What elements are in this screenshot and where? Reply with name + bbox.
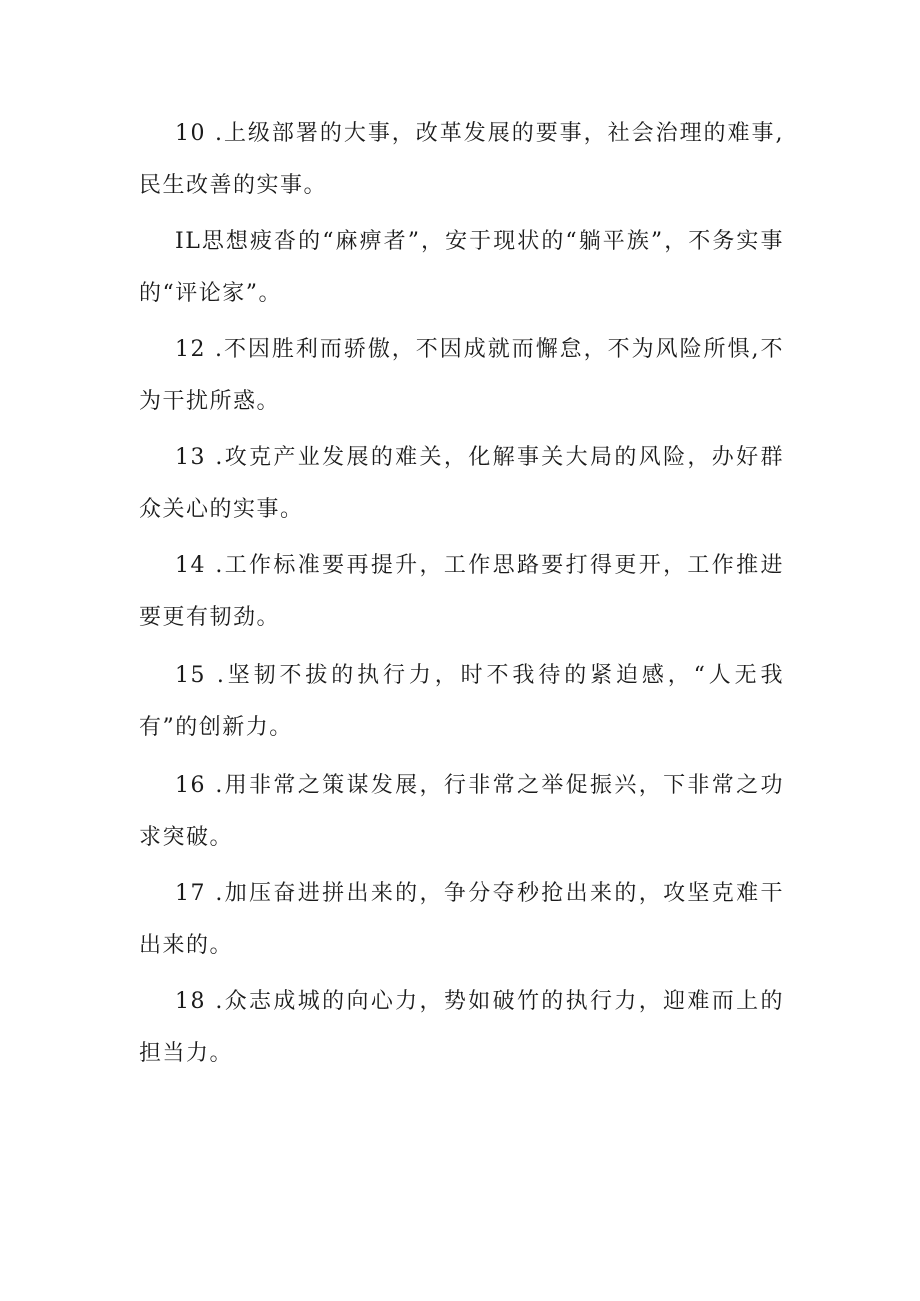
paragraph-15: 15 .坚韧不拔的执行力，时不我待的紧迫感，“人无我有”的创新力。: [139, 663, 784, 740]
paragraph-17: 17 .加压奋进拼出来的，争分夺秒抢出来的，攻坚克难干出来的。: [139, 881, 784, 958]
paragraph-16: 16 .用非常之策谋发展，行非常之举促振兴，下非常之功求突破。: [139, 773, 784, 850]
paragraph-11: IL思想疲沓的“麻痹者”，安于现状的“躺平族”，不务实事的“评论家”。: [139, 229, 784, 306]
paragraph-18: 18 .众志成城的向心力，势如破竹的执行力，迎难而上的担当力。: [139, 989, 784, 1066]
paragraph-13: 13 .攻克产业发展的难关，化解事关大局的风险，办好群众关心的实事。: [139, 445, 784, 522]
paragraph-12: 12 .不因胜利而骄傲，不因成就而懈怠，不为风险所惧,不为干扰所惑。: [139, 337, 784, 414]
paragraph-10: 10 .上级部署的大事，改革发展的要事，社会治理的难事,民生改善的实事。: [139, 121, 784, 198]
paragraph-14: 14 .工作标准要再提升，工作思路要打得更开，工作推进要更有韧劲。: [139, 553, 784, 630]
